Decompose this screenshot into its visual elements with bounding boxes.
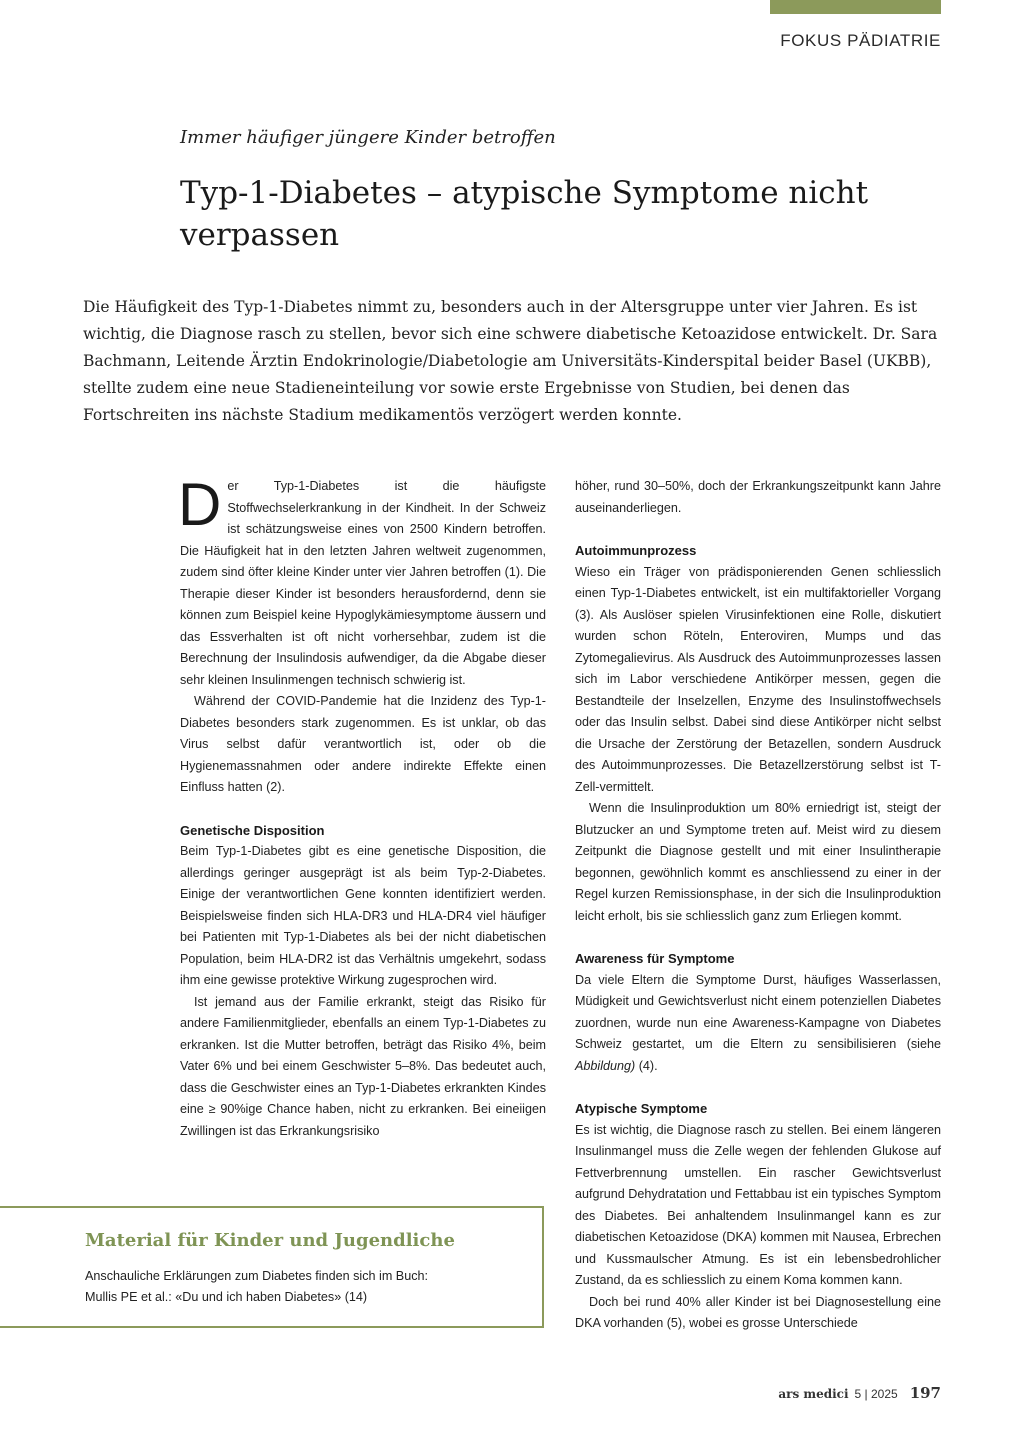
figure-reference: Abbildung) <box>575 1058 636 1073</box>
subheading-genetic: Genetische Disposition <box>180 822 325 838</box>
article-title: Typ-1-Diabetes – atypische Symptome nicht verpassen <box>180 175 869 253</box>
drop-cap: D <box>178 471 222 538</box>
page-footer <box>778 1384 941 1402</box>
info-box-title: Material für Kinder und Jugendliche <box>85 1230 455 1251</box>
intro-paragraph-text: er Typ-1-Diabetes ist die häufigste Stoffwechselerkrankung in der Kindheit. In der Schweiz ist schätzungsweise eines von 2500 Kindern betroffen. Die Häufigkeit hat in den letzten Jahren weltweit zugenommen, zudem sind öfter kleine Kinder unter vier Jahren betroffen (1). Die Therapie dieser Kinder ist besonders herausfordernd, denn sie können zum Beispiel keine Hypoglykämiesymptome äussern und das Essverhalten ist oft nicht vorhersehbar, zudem ist die Berechnung der Insulindosis aufwendiger, da die Abgabe dieser sehr kleinen Insulinmengen technisch schwierig ist. <box>180 479 546 687</box>
section-label: FOKUS PÄDIATRIE <box>780 31 941 50</box>
paragraph: Wieso ein Träger von prädisponierenden Genen schliesslich einen Typ-1-Diabetes entwickelt, ist ein multifaktorieller Vorgang (3). Als Auslöser spielen Virusinfektionen eine Rolle, diskutiert wurden schon Röteln, Enteroviren, Mumps und das Zytomegalievirus. Als Ausdruck des Autoimmunprozesses lassen sich im Labor verschiedene Antikörper messen, gegen die Bestandteile der Inselzellen, Enzyme des Insulinstoffwechsels oder das Insulin selbst. Dabei sind diese Antikörper nicht selbst die Ursache der Zerstörung der Betazellen, sondern Ausdruck des Autoimmunprozesses. Die Betazellzerstörung selbst ist T-Zell-vermittelt. <box>575 564 941 794</box>
info-box-line: Anschauliche Erklärungen zum Diabetes finden sich im Buch: <box>85 1269 429 1283</box>
subheading-atypical: Atypische Symptome <box>575 1101 708 1116</box>
intro-paragraph <box>178 471 546 691</box>
paragraph: Während der COVID-Pandemie hat die Inzidenz des Typ-1-Diabetes besonders stark zugenommen. Es ist unklar, ob das Virus selbst dafür verantwortlich ist, oder ob die Hygienemassnahmen oder andere indirekte Effekte einen Einfluss hatten (2). <box>180 694 546 794</box>
paragraph: Beim Typ-1-Diabetes gibt es eine genetische Disposition, die allerdings geringer ausgeprägt ist als beim Typ-2-Diabetes. Einige der verantwortlichen Gene konnten identifiziert werden. Beispielsweise finden sich HLA-DR3 und HLA-DR4 viel häufiger bei Patienten mit Typ-1-Diabetes als bei der nicht diabetischen Population, beim HLA-DR2 ist das Verhältnis umgekehrt, sodass ihm eine gewisse protektive Wirkung zugesprochen wird. <box>180 844 546 987</box>
paragraph: Es ist wichtig, die Diagnose rasch zu stellen. Bei einem längeren Insulinmangel muss die Zelle wegen der fehlenden Glukose auf Fettverbrennung umstellen. Ein rascher Gewichtsverlust aufgrund Dehydratation und Fettabbau ist ein typisches Symptom des Diabetes. Bei anhaltendem Insulinmangel kann es zur diabetischen Ketoazidose (DKA) kommen mit Nausea, Erbrechen und Kussmaulscher Atmung. Es ist ein lebensbedrohlicher Zustand, da es schliesslich zu einem Koma kommen kann. <box>575 1122 941 1287</box>
info-box-text <box>85 1266 525 1308</box>
paragraph: Wenn die Insulinproduktion um 80% erniedrigt ist, steigt der Blutzucker an und Symptome treten auf. Meist wird zu diesem Zeitpunkt die Diagnose gestellt und mit einer Insulintherapie begonnen, gewöhnlich kommt es anschliessend zu einer in der Regel kurzen Remissionsphase, in der sich die Insulinproduktion leicht erholt, bis sie schliesslich ganz zum Erliegen kommt. <box>575 801 941 923</box>
issue-number: 5 | 2025 <box>854 1387 898 1401</box>
paragraph <box>575 970 941 1078</box>
paragraph-text: Da viele Eltern die Symptome Durst, häufiges Wasserlassen, Müdigkeit und Gewichtsverlust nicht einem potenziellen Diabetes zuordnen, wurde nun eine Awareness-Kampagne von Diabetes Schweiz gestartet, um die Eltern zu sensibilisieren (siehe <box>575 972 941 1051</box>
paragraph: Ist jemand aus der Familie erkrankt, steigt das Risiko für andere Familienmitglieder, ebenfalls an einem Typ-1-Diabetes zu erkranken. Ist die Mutter betroffen, beträgt das Risiko 4%, beim Vater 6% und bei einem Geschwister 5–8%. Das bedeutet auch, dass die Geschwister eines an Typ-1-Diabetes erkrankten Kindes eine ≥ 90%ige Chance haben, nicht zu erkranken. Bei eineiigen Zwillingen ist das Erkrankungsrisiko <box>180 994 546 1138</box>
article-lead: Die Häufigkeit des Typ-1-Diabetes nimmt zu, besonders auch in der Altersgruppe unter vier Jahren. Es ist wichtig, die Diagnose rasch zu stellen, bevor sich eine schwere diabetische Ketoazidose entwickelt. Dr. Sara Bachmann, Leitende Ärztin Endokrinologie/Diabetologie am Universitäts-Kinderspital beider Basel (UKBB), stellte zudem eine neue Stadieneinteilung vor sowie erste Ergebnisse von Studien, bei denen das Fortschreiten ins nächste Stadium medikamentös verzögert werden konnte. <box>83 298 938 424</box>
paragraph: höher, rund 30–50%, doch der Erkrankungszeitpunkt kann Jahre auseinanderliegen. <box>575 479 941 515</box>
magazine-name: ars medici <box>778 1387 849 1401</box>
paragraph-text: (4). <box>635 1058 658 1073</box>
subheading-autoimmun: Autoimmunprozess <box>575 543 697 558</box>
right-column <box>575 476 941 1335</box>
left-column <box>178 471 546 1142</box>
info-box-line: Mullis PE et al.: «Du und ich haben Diabetes» (14) <box>85 1290 368 1304</box>
article-kicker: Immer häufiger jüngere Kinder betroffen <box>180 127 556 148</box>
section-color-bar <box>770 0 941 14</box>
paragraph: Doch bei rund 40% aller Kinder ist bei Diagnosestellung eine DKA vorhanden (5), wobei es grosse Unterschiede <box>575 1294 941 1330</box>
page-number: 197 <box>909 1384 941 1402</box>
subheading-awareness: Awareness für Symptome <box>575 951 735 966</box>
